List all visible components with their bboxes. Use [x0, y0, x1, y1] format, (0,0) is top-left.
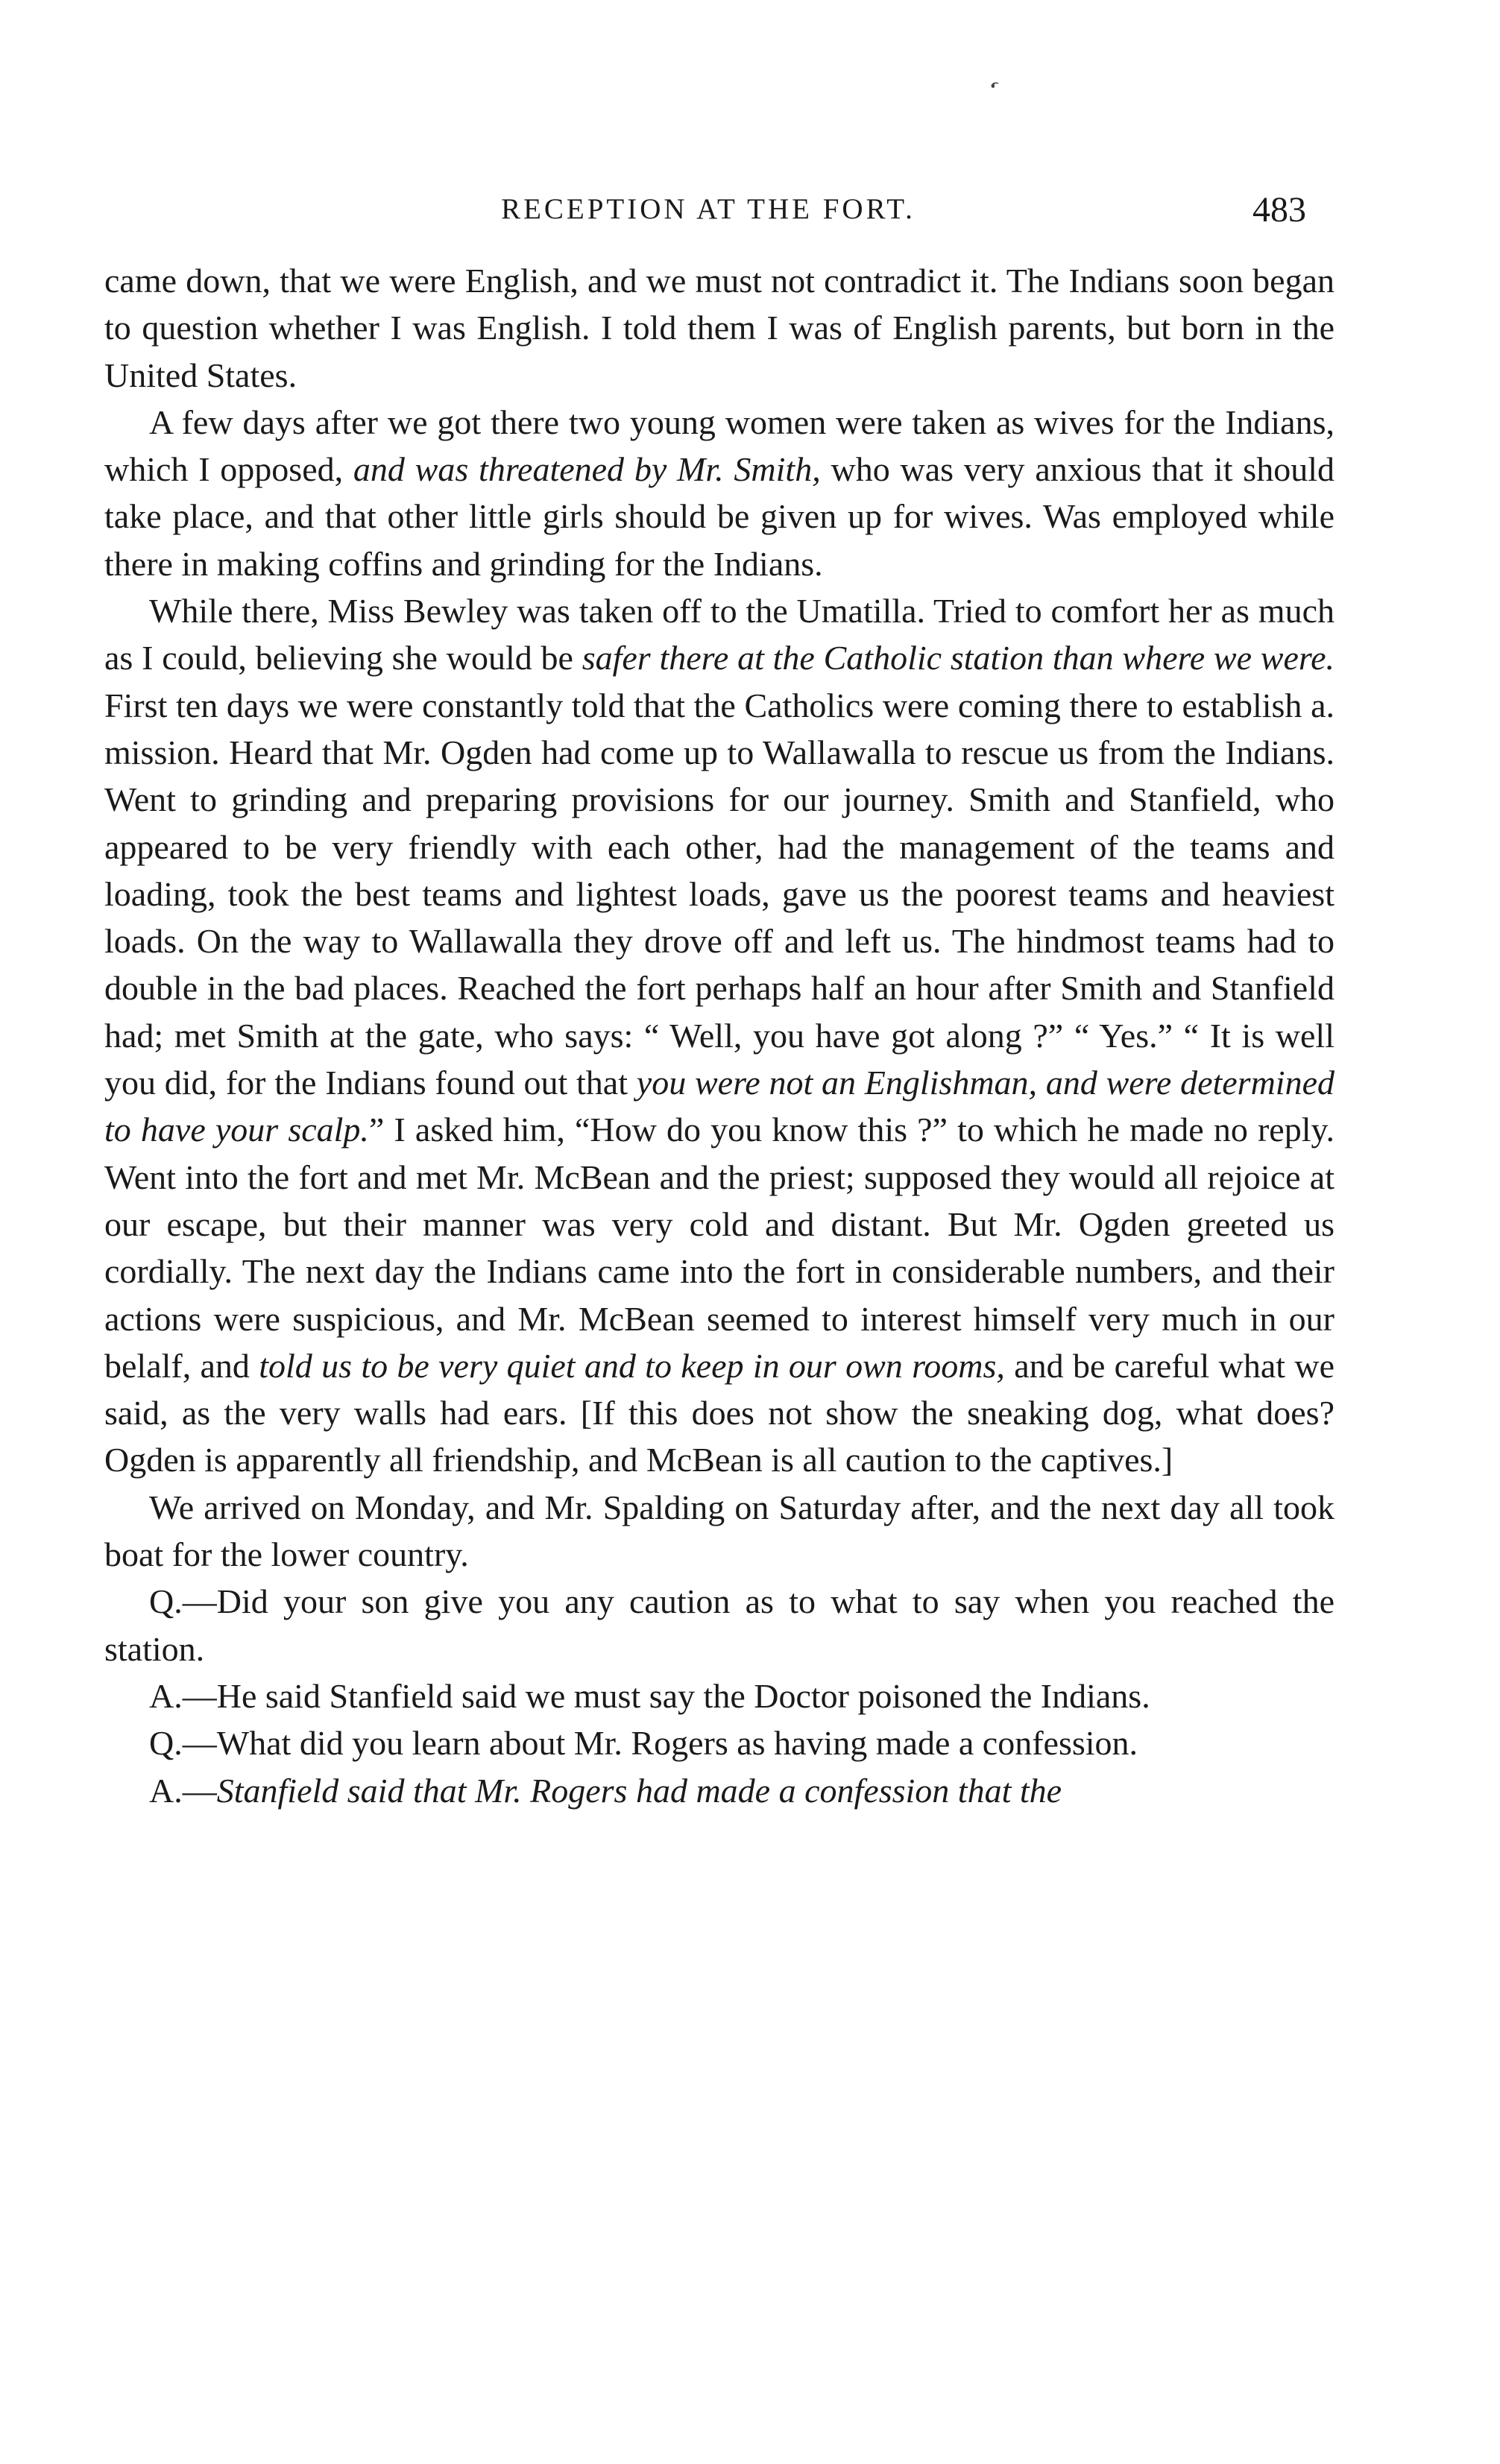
italic-run: Stanfield said that Mr. Rogers had made a confession that the — [216, 1771, 1062, 1810]
running-head — [0, 192, 1500, 237]
paragraph — [104, 1767, 1334, 1814]
text-run: First ten days we were constantly told that the Catholics were coming there to establish a. mission. Heard that Mr. Ogden had come up to Wallawalla to rescue us from the Indians. Went to grinding and preparing provisions for our journey. Smith and Stanfield, who appeared to be very friendly with each other, had the management of the teams and loading, took the best teams and lightest loads, gave us the poorest teams and heaviest loads. On the way to Wallawalla they drove off and left us. The hindmost teams had to double in the bad places. Reached the fort perhaps half an hour after Smith and Stanfield had; met Smith at the gate, who says: “ Well, you have got along ?” “ Yes.” “ It is well you did, for the Indians found out that — [104, 686, 1334, 1102]
text-run: and be careful what we said, as the very walls had ears. [If this does not show the sneaking dog, what does? Ogden is apparently all friendship, and McBean is all caution to the captives.] — [104, 1346, 1335, 1479]
italic-run: and was threatened by Mr. Smith, — [353, 450, 821, 489]
paragraph — [104, 1719, 1334, 1766]
text-run: While there, Miss Bewley was taken off to the Umatilla. Tried to comfort her as much as I could, believing she would be — [104, 592, 1334, 677]
text-run: ” I asked him, “How do you know this ?” to which he made no reply. Went into the fort and met Mr. McBean and the priest; supposed they would all rejoice at our escape, but their manner was very cold and distant. But Mr. Ogden greeted us cordially. The next day the Indians came into the fort in considerable numbers, and their actions were suspicious, and Mr. McBean seemed to interest himself very much in our belalf, and — [104, 1111, 1334, 1385]
italic-run: told us to be very quiet and to keep in our own rooms, — [259, 1346, 1005, 1385]
paragraph — [104, 399, 1334, 587]
text-run: A.— — [149, 1771, 217, 1810]
text-run: came down, that we were English, and we must not contradict it. The Indians soon began to question whether I was English. I told them I was of English parents, but born in the United States. — [104, 262, 1334, 394]
body-text — [104, 257, 1334, 1814]
text-run: who was very anxious that it should take place, and that other little girls should be given up for wives. Was employed while there in making coffins and grinding for the Indians. — [104, 450, 1334, 583]
text-run: A.—He said Stanfield said we must say the Doctor poisoned the Indians. — [149, 1676, 1150, 1715]
italic-run: safer there at the Catholic station than where we were. — [582, 639, 1334, 677]
text-run: Q.—What did you learn about Mr. Rogers as having made a confession. — [149, 1724, 1138, 1763]
page-number: 483 — [1252, 190, 1306, 230]
text-run: We arrived on Monday, and Mr. Spalding on Saturday after, and the next day all took boat for the lower country. — [104, 1488, 1334, 1574]
running-title: RECEPTION AT THE FORT. — [501, 193, 916, 225]
text-run: Q.—Did your son give you any caution as to what to say when you reached the station. — [104, 1582, 1334, 1668]
paragraph — [104, 587, 1334, 1484]
paragraph — [104, 1578, 1334, 1672]
paragraph — [104, 1484, 1334, 1579]
italic-run: you were not an Englishman, and were determined to have your scalp. — [104, 1064, 1334, 1149]
paragraph — [104, 257, 1334, 399]
paragraph — [104, 1672, 1334, 1719]
print-speck: ‘ — [976, 72, 1006, 106]
text-run: A few days after we got there two young women were taken as wives for the Indians, which I opposed, — [104, 402, 1334, 489]
